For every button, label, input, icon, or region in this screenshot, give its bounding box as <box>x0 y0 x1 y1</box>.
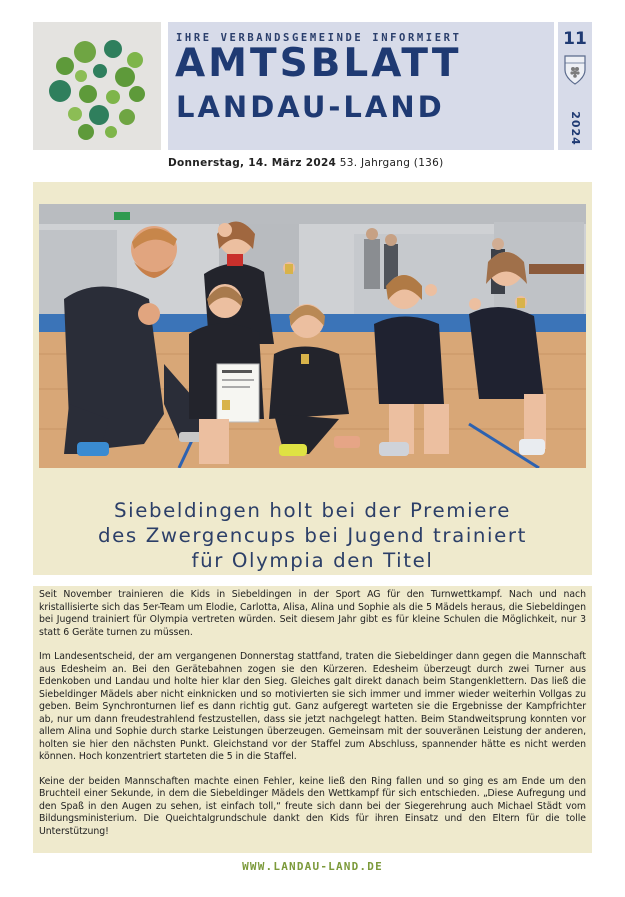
article-paragraph: Keine der beiden Mannschaften machte einen Fehler, keine ließ den Ring fallen und so ging es am Ende um den Bruchteil einer Sekunde, in dem die Siebeldinger Mädels den Wettkampf für sich entschieden. „Diese Aufregung und den Spaß in den Augen zu sehen, ist einfach toll,“ freute sich dann bei der Siegerehrung auch Michael Städt vom Bildungsministerium. Die Queichtalgrundschule dankt den Kids für ihren Einsatz und den Eltern für die tolle Unterstützung! <box>39 775 586 837</box>
feature-headline <box>33 498 592 573</box>
municipality-logo <box>33 22 161 150</box>
issue-volume: 53. Jahrgang (136) <box>339 157 444 169</box>
coat-of-arms-icon <box>563 54 587 86</box>
dots-logo-icon <box>33 22 161 150</box>
issue-year: 2024 <box>568 110 582 146</box>
team-photo-illustration <box>39 204 586 468</box>
masthead-title: AMTSBLATT <box>175 41 462 86</box>
article-paragraph: Seit November trainieren die Kids in Siebeldingen in der Sport AG für den Turnwettkampf. Nach und nach kristallisierte sich das 5er-Team um Elodie, Carlotta, Alisa, Alina und Sophie als die 5 Mädels heraus, die Siebeldingen bei Jugend trainiert für Olympia vertreten würden. Seit diesem Jahr gibt es für kleine Schulen die Möglichkeit, nur 3 statt 6 Geräte turnen zu müssen. <box>39 589 586 638</box>
masthead-subtitle: LANDAU-LAND <box>176 90 445 124</box>
masthead <box>168 22 554 150</box>
issue-year-wrapper <box>563 108 587 148</box>
headline-line: für Olympia den Titel <box>191 549 434 572</box>
feature-block <box>33 182 592 575</box>
team-photo <box>39 204 586 468</box>
issue-info <box>558 22 592 150</box>
masthead-kicker: IHRE VERBANDSGEMEINDE INFORMIERT <box>176 32 462 44</box>
headline-line: des Zwergencups bei Jugend trainiert <box>97 524 528 547</box>
issue-number: 11 <box>563 29 587 49</box>
issue-date: Donnerstag, 14. März 2024 <box>168 157 337 169</box>
article-paragraph: Im Landesentscheid, der am vergangenen Donnerstag stattfand, traten die Siebeldinger dann gegen die Mannschaft aus Edesheim an. Bei den Gerätebahnen zogen sie den Kürzeren. Edesheim überzeugt durch zwei Turner aus Edenkoben und Landau und holte hier klar den Sieg. Gleiches galt direkt danach beim Stangenklettern. Das ließ die Siebeldinger Mädels aber nicht einknicken und so motivierten sie sich immer und immer wieder weiterhin Vollgas zu geben. Beim Synchronturnen lief es dann richtig gut. Ganz aufgeregt warteten sie die Ergebnisse der Kampfrichter ab, nur um dann freudestrahlend festzustellen, dass sie jetzt nachgelegt hatten. Beim Standweitsprung konnten vor allem Alina und Sophie durch starke Leistungen überzeugen. Gemeinsam mit der souveränen Leistung der anderen, holten sie hier den nächsten Punkt. Gleichstand vor der Staffel zum Abschluss, spannender hätte es nicht werden können. Hoch konzentriert starteten die 5 in die Staffel. <box>39 651 586 762</box>
headline-line: Siebeldingen holt bei der Premiere <box>113 499 512 522</box>
dateline <box>168 157 444 169</box>
footer-website-link[interactable]: WWW.LANDAU-LAND.DE <box>242 860 383 873</box>
article-body <box>33 586 592 853</box>
